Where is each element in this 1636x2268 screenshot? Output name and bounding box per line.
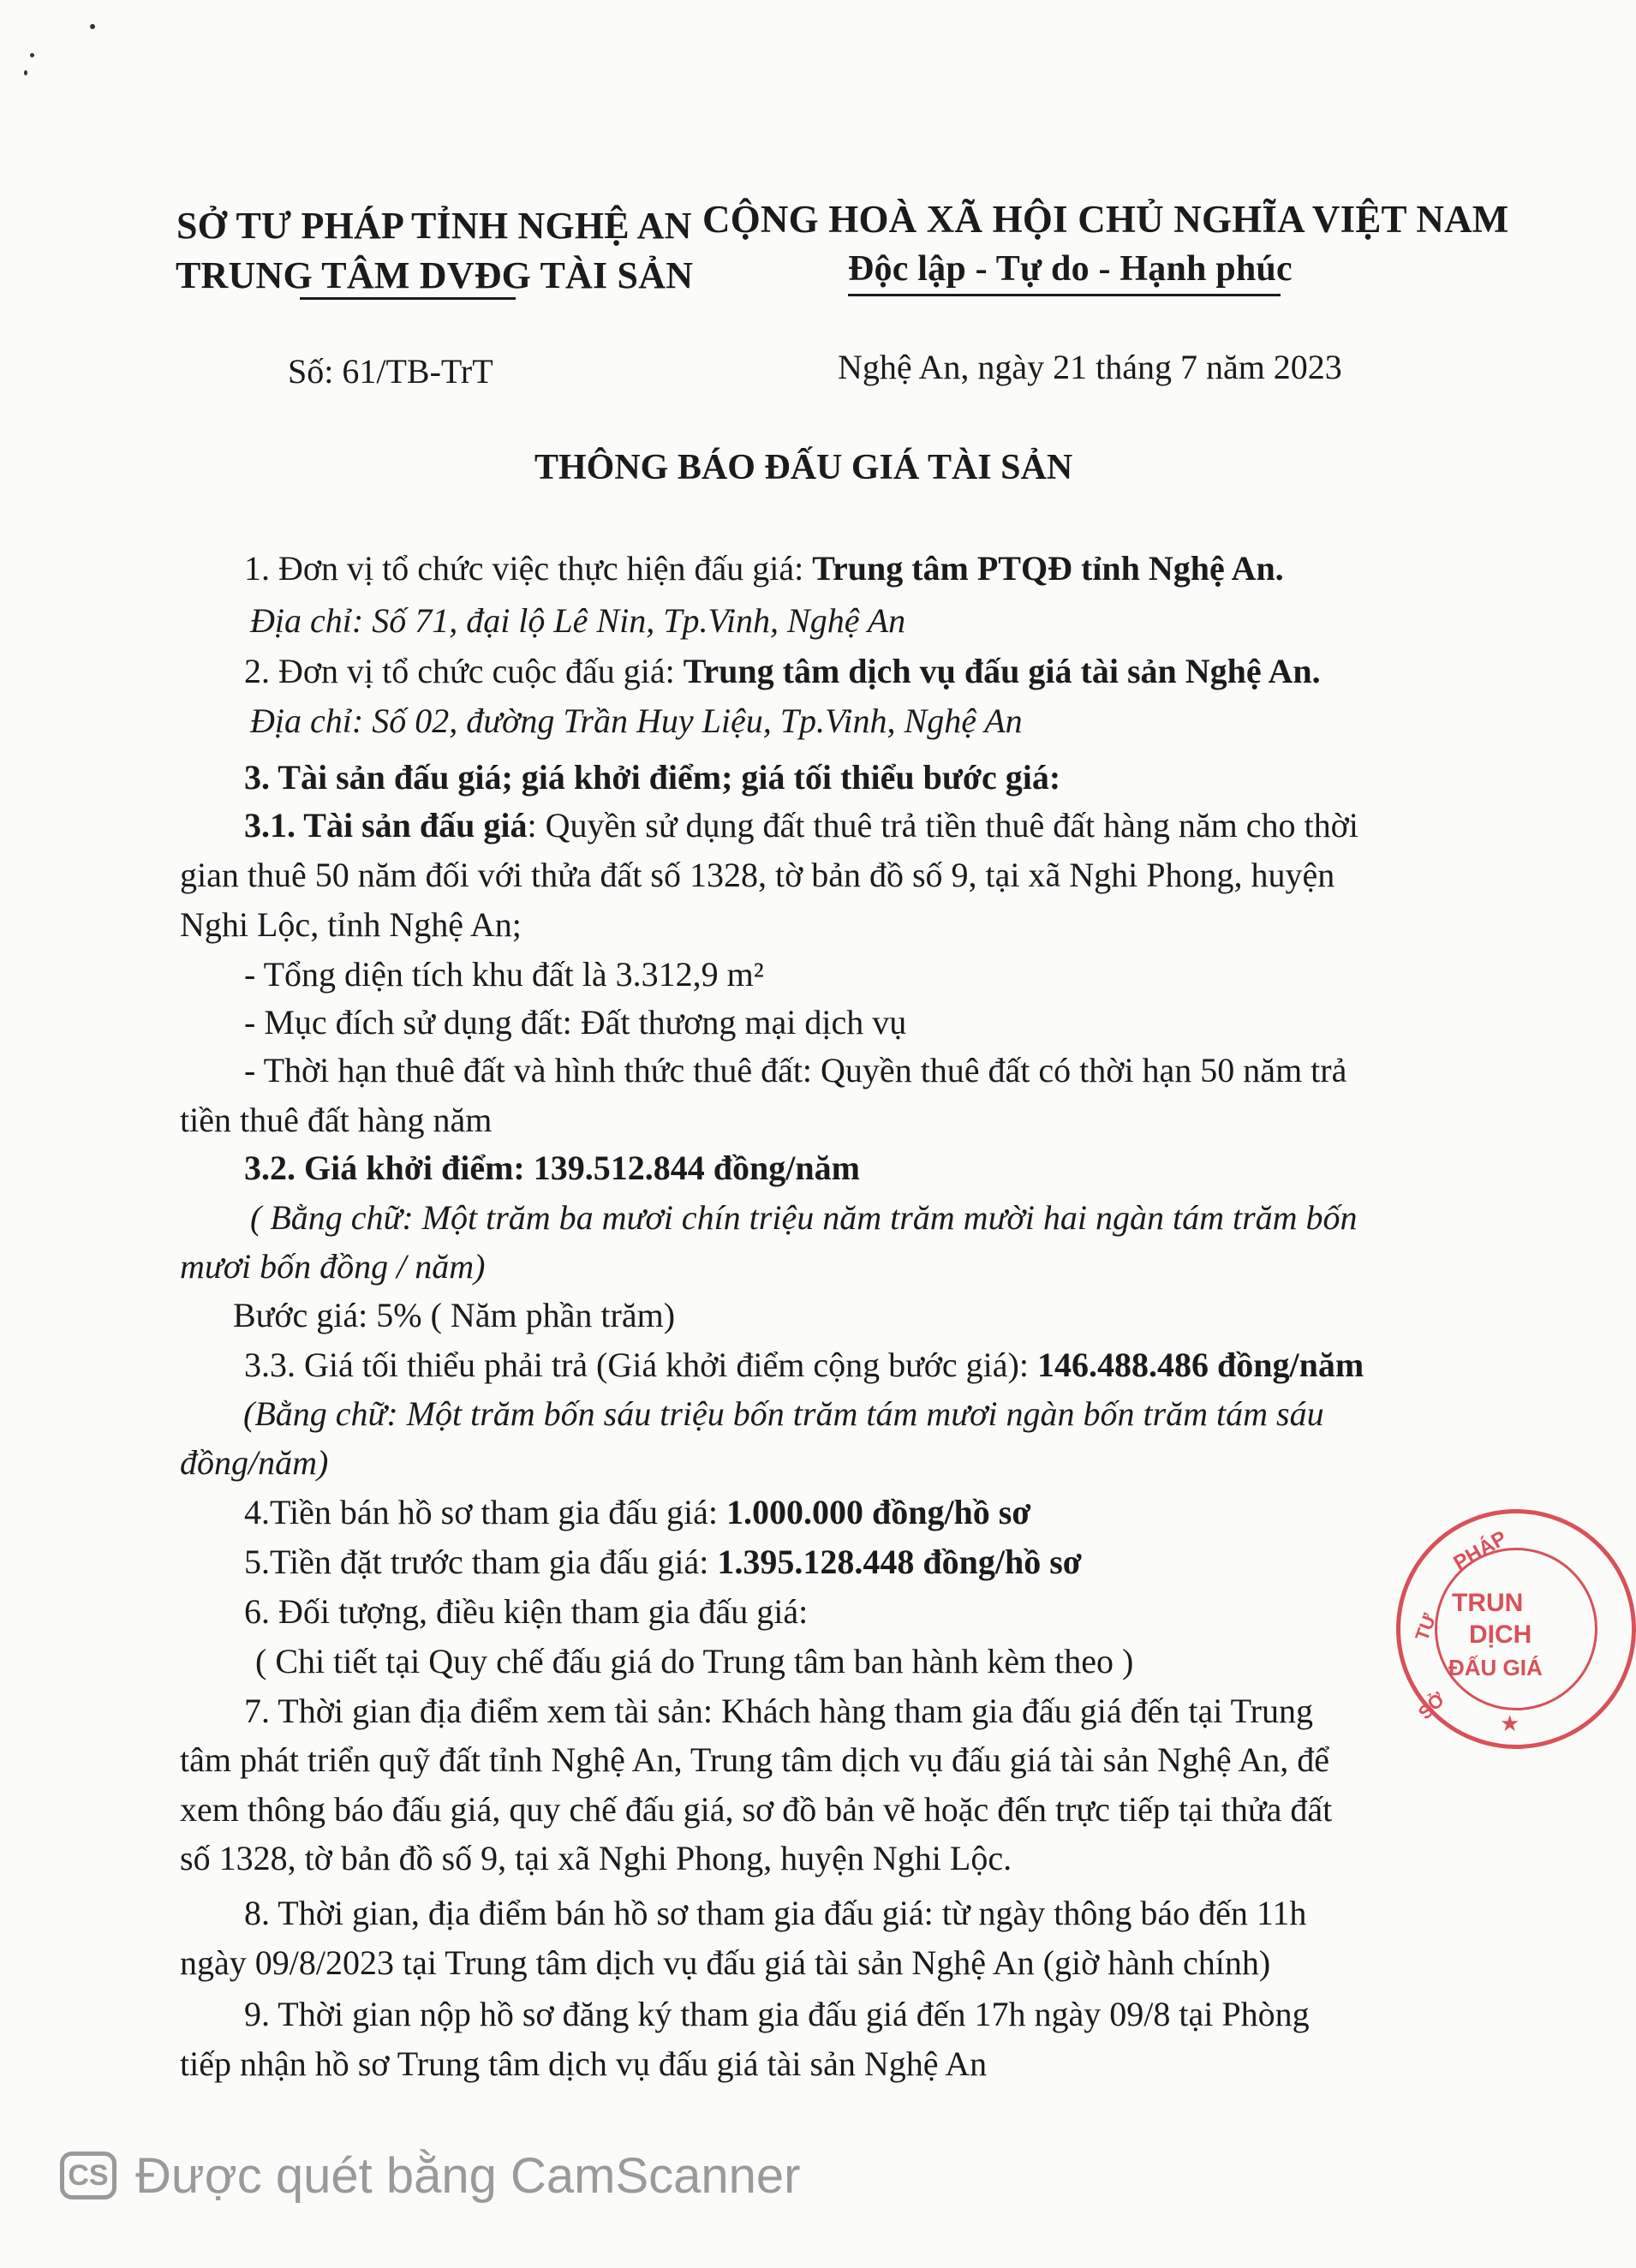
minimum-price-words-line2: đồng/năm) [180,1443,329,1482]
section-2 [244,651,1321,692]
section-7-line2: tâm phát triển quỹ đất tỉnh Nghệ An, Trung tâm dịch vụ đấu giá tài sản Nghệ An, để [180,1740,1330,1779]
section-1 [244,548,1284,589]
section-2-label: 2. Đơn vị tổ chức cuộc đấu giá: [244,652,684,690]
lease-term-line2: tiền thuê đất hàng năm [180,1101,493,1139]
center-name: TRUNG TÂM DVĐG TÀI SẢN [176,254,694,296]
price-step: Bước giá: 5% ( Năm phần trăm) [233,1296,676,1334]
section-3-2: 3.2. Giá khởi điểm: 139.512.844 đồng/năm [244,1149,860,1187]
scan-speck [90,24,95,29]
section-9: 9. Thời gian nộp hồ sơ đăng ký tham gia đấu giá đến 17h ngày 09/8 tại Phòng [244,1995,1310,2033]
section-3-1: 3.1. Tài sản đấu giá: Quyền sử dụng đất thuê trả tiền thuê đất hàng năm cho thời [244,806,1358,845]
section-2-value: Trung tâm dịch vụ đấu giá tài sản Nghệ An. [683,652,1321,690]
scan-speck [24,70,27,75]
agency-name: SỞ TƯ PHÁP TỈNH NGHỆ AN [176,205,692,247]
scan-speck [30,53,34,57]
section-6: 6. Đối tượng, điều kiện tham gia đấu giá: [244,1592,809,1631]
section-3-1-line2: gian thuê 50 năm đối với thửa đất số 1328, tờ bản đồ số 9, tại xã Nghi Phong, huyện [180,856,1335,894]
section-3-1-line3: Nghi Lộc, tỉnh Nghệ An; [180,905,522,944]
minimum-price-words: (Bằng chữ: Một trăm bốn sáu triệu bốn trăm tám mươi ngàn bốn trăm tám sáu [243,1394,1324,1433]
scanner-watermark [60,2146,801,2205]
section-1-label: 1. Đơn vị tổ chức việc thực hiện đấu giá: [244,549,813,588]
national-title: CỘNG HOÀ XÃ HỘI CHỦ NGHĨA VIỆT NAM [702,198,1509,241]
starting-price-words-line2: mươi bốn đồng / năm) [180,1247,486,1286]
section-7-line4: số 1328, tờ bản đồ số 9, tại xã Nghi Phong, huyện Nghi Lộc. [180,1839,1012,1877]
deposit-amount: 1.395.128.448 đồng/hồ sơ [717,1543,1082,1581]
section-7-line3: xem thông báo đấu giá, quy chế đấu giá, sơ đồ bản vẽ hoặc đến trực tiếp tại thửa đất [180,1790,1333,1829]
lease-term: - Thời hạn thuê đất và hình thức thuê đất: Quyền thuê đất có thời hạn 50 năm trả [244,1051,1347,1089]
scanner-watermark-text: Được quét bằng CamScanner [135,2147,801,2204]
official-seal: PHÁP TƯ TRUN DỊCH ĐẤU GIÁ SỞ ★ [1396,1509,1636,1749]
document-title: THÔNG BÁO ĐẤU GIÁ TÀI SẢN [534,448,1073,487]
section-9-line2: tiếp nhận hồ sơ Trung tâm dịch vụ đấu giá tài sản Nghệ An [180,2044,988,2083]
dossier-fee: 1.000.000 đồng/hồ sơ [725,1493,1031,1531]
document-number: Số: 61/TB-TrT [288,352,493,391]
land-purpose: - Mục đích sử dụng đất: Đất thương mại dịch vụ [244,1003,907,1041]
section-3-heading: 3. Tài sản đấu giá; giá khởi điểm; giá tối thiểu bước giá: [244,758,1061,797]
starting-price-words: ( Bằng chữ: Một trăm ba mươi chín triệu năm trăm mười hai ngàn tám trăm bốn [250,1198,1358,1237]
section-1-address: Địa chỉ: Số 71, đại lộ Lê Nin, Tp.Vinh, Nghệ An [250,601,906,640]
section-4: 4.Tiền bán hồ sơ tham gia đấu giá: 1.000.000 đồng/hồ sơ [244,1493,1031,1531]
section-2-address: Địa chỉ: Số 02, đường Trần Huy Liệu, Tp.Vinh, Nghệ An [250,701,1023,740]
minimum-price: 146.488.486 đồng/năm [1036,1346,1364,1384]
section-3-3: 3.3. Giá tối thiểu phải trả (Giá khởi điểm cộng bước giá): 146.488.486 đồng/năm [244,1346,1364,1384]
section-3-1-label: 3.1. Tài sản đấu giá [244,806,528,845]
section-6-detail: ( Chi tiết tại Quy chế đấu giá do Trung tâm ban hành kèm theo ) [255,1642,1134,1680]
place-date: Nghệ An, ngày 21 tháng 7 năm 2023 [838,348,1342,386]
section-8-line2: ngày 09/8/2023 tại Trung tâm dịch vụ đấu giá tài sản Nghệ An (giờ hành chính) [180,1943,1271,1982]
section-5: 5.Tiền đặt trước tham gia đấu giá: 1.395.128.448 đồng/hồ sơ [244,1543,1082,1581]
section-8: 8. Thời gian, địa điểm bán hồ sơ tham gia đấu giá: từ ngày thông báo đến 11h [244,1894,1307,1932]
land-area: - Tổng diện tích khu đất là 3.312,9 m² [244,955,764,994]
section-1-value: Trung tâm PTQĐ tỉnh Nghệ An. [812,549,1284,588]
camscanner-logo-icon: CS [60,2152,116,2199]
seal-clip [1405,1516,1511,1747]
section-7: 7. Thời gian địa điểm xem tài sản: Khách hàng tham gia đấu giá đến tại Trung [244,1692,1313,1730]
center-underline [300,297,516,300]
national-motto: Độc lập - Tự do - Hạnh phúc [848,249,1293,289]
motto-underline [848,294,1281,296]
